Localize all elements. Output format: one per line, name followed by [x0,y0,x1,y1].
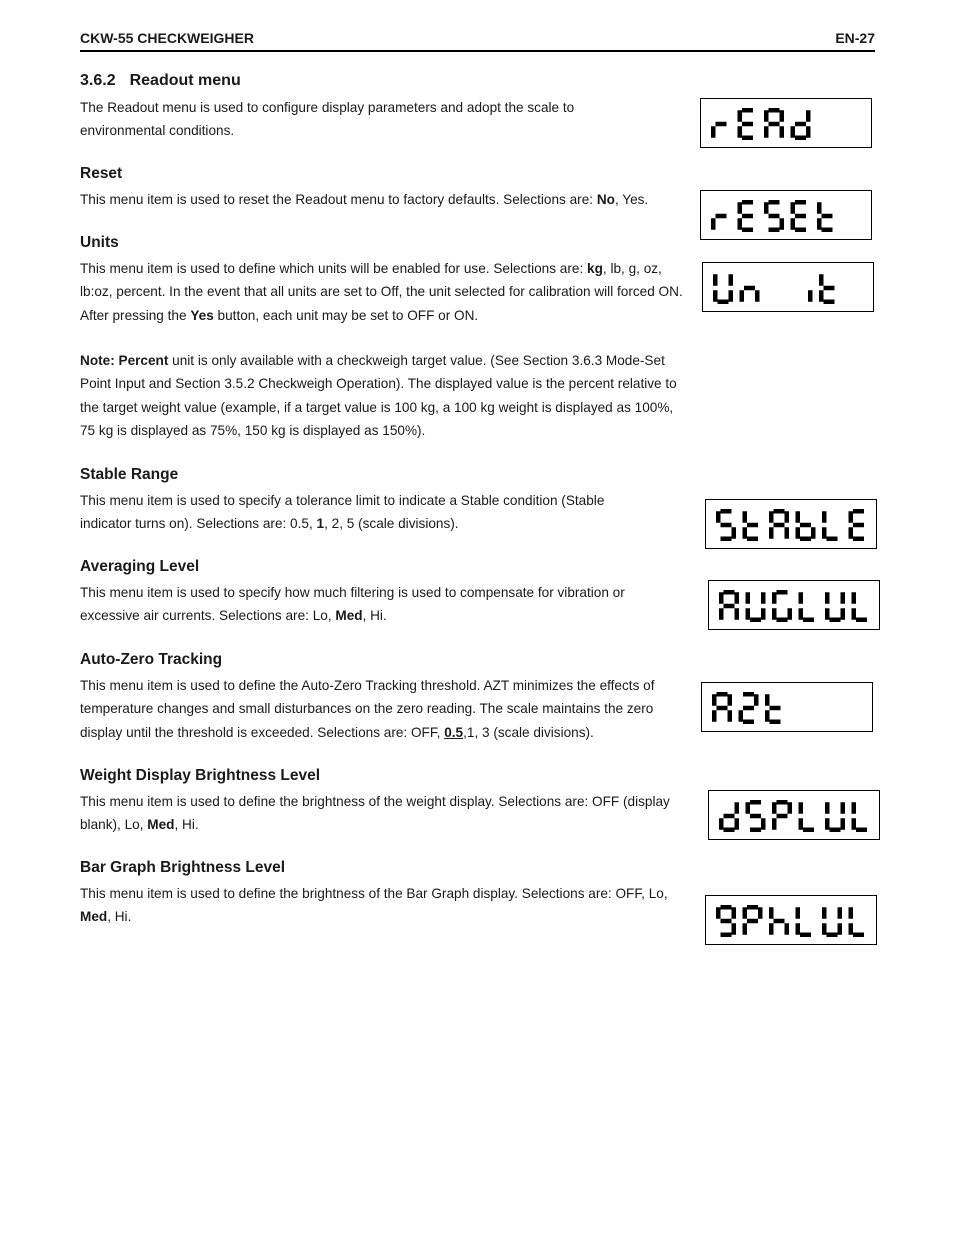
item-title: Reset [80,165,123,182]
lcd-segments [706,896,878,946]
lcd-segments [709,791,881,841]
lcd-character [738,108,754,140]
lcd-character [825,592,845,622]
item-title: Averaging Level [80,558,200,575]
item-title: Units [80,234,119,251]
section-readout-menu [80,72,692,143]
item-text: This menu item is used to define the brightness of the weight display. Selections are: OFF (display blank), Lo, Med, Hi. [80,794,670,833]
lcd-character [769,907,789,935]
item-text: This menu item is used to specify a tolerance limit to indicate a Stable condition (Stable indicator turns on). Selections are: 0.5, 1, 2, 5 (scale divisions). [80,493,605,532]
lcd-segments [706,500,878,550]
note-percent [80,349,692,442]
item-auto-zero-tracking [80,651,692,744]
item-title: Weight Display Brightness Level [80,767,321,784]
lcd-character [817,202,833,232]
lcd-segments [701,99,873,149]
page-header [80,28,875,52]
section-heading [80,72,692,90]
lcd-character [769,509,789,539]
item-title: Bar Graph Brightness Level [80,859,286,876]
lcd-segments [703,263,875,313]
lcd-character [799,802,815,832]
lcd-character [739,692,759,724]
item-reset [80,165,692,211]
page-number: EN-27 [835,30,875,46]
lcd-display-stable [705,499,877,549]
lcd-character [743,511,759,541]
lcd-character [822,907,842,937]
item-text: This menu item is used to define which units will be enabled for use. Selections are: kg, lb, g, oz, lb:oz, percent. In the event that all units are set to Off, the unit selected for calibration will forced ON. After pressing the Yes button, each unit may be set to OFF or ON. [80,261,683,323]
item-text: This menu item is used to define the brightness of the Bar Graph display. Selections are: OFF, Lo, Med, Hi. [80,886,668,925]
lcd-character [711,214,727,230]
lcd-character [772,800,792,830]
lcd-character [772,590,792,622]
lcd-character [716,509,736,541]
section-number: 3.6.2 [80,72,116,89]
lcd-character [719,590,739,620]
item-text: This menu item is used to define the Auto-Zero Tracking threshold. AZT minimizes the effects of temperature changes and small disturbances on the zero reading. The scale maintains the zero display until the threshold is exceeded. Selections are: OFF, 0.5,1, 3 (scale divisions). [80,678,655,740]
lcd-segments [709,581,881,631]
section-title: Readout menu [129,72,241,89]
lcd-character [852,802,868,832]
lcd-character [740,286,760,302]
lcd-segments [702,683,874,733]
lcd-character [712,692,732,722]
lcd-display-bargraph-brightness [705,895,877,945]
lcd-display-averaging [708,580,880,630]
lcd-character [791,200,807,232]
section-intro: The Readout menu is used to configure display parameters and adopt the scale to environmental conditions. [80,100,575,139]
item-title: Auto-Zero Tracking [80,651,223,668]
lcd-character [808,290,813,302]
item-text: This menu item is used to specify how much filtering is used to compensate for vibration or excessive air currents. Selections are: Lo, Med, Hi. [80,585,625,624]
item-stable-range [80,466,692,536]
item-averaging-level [80,558,692,628]
lcd-character [764,200,784,232]
lcd-character [822,511,838,541]
lcd-character [743,905,763,935]
document-title: CKW-55 CHECKWEIGHER [80,30,254,46]
lcd-character [796,511,816,541]
lcd-character [799,592,815,622]
lcd-character [713,274,733,304]
lcd-character [849,907,865,937]
lcd-character [746,800,766,832]
lcd-character [849,509,865,541]
lcd-character [716,905,736,937]
lcd-display-unit [702,262,874,312]
lcd-display-read [700,98,872,148]
lcd-character [746,592,766,622]
lcd-character [711,122,727,138]
lcd-character [791,110,811,140]
lcd-character [764,108,784,138]
lcd-character [719,802,739,832]
lcd-display-reset [700,190,872,240]
lcd-character [819,274,835,304]
lcd-character [852,592,868,622]
item-weight-display-brightness [80,767,692,837]
item-bar-graph-brightness [80,859,692,929]
lcd-character [738,200,754,232]
lcd-display-azt [701,682,873,732]
note-text: Note: Percent unit is only available with a checkweigh target value. (See Section 3.6.3 Mode-Set Point Input and Section 3.5.2 Checkweigh Operation). The displayed value is the percent relative to the target weight value (example, if a target value is 100 kg, a 100 kg weight is displayed as 100%, 75 kg is displayed as 75%, 150 kg is displayed as 150%). [80,353,677,438]
item-units [80,234,692,327]
lcd-display-weight-brightness [708,790,880,840]
item-title: Stable Range [80,466,179,483]
item-text: This menu item is used to reset the Readout menu to factory defaults. Selections are: No, Yes. [80,192,649,207]
lcd-character [796,907,812,937]
lcd-character [825,802,845,832]
lcd-character [765,694,781,724]
lcd-segments [701,191,873,241]
